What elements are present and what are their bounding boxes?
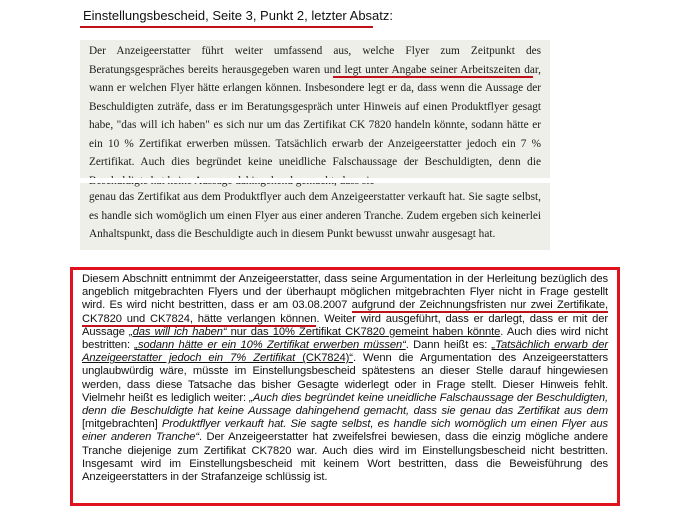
comment-span: . Dann heißt es:: [405, 339, 492, 352]
quote: Produktflyer verkauft hat. Sie sagte selbst, es handle sich womöglich um einen Flyer aus einer anderen Tranche“: [82, 418, 608, 444]
scan-paragraph-2: genau das Zertifikat aus dem Produktflyer auch dem Anzeigeerstatter verkauft hat. Sie sagte selbst, es handle sich womöglich um einen Flyer aus einer anderen Tranche. Zudem ergeben sich keinerlei Anhaltspunkt, dass die Beschuldigte auch in diesem Punkt bewusst unwahr ausgesagt hat.: [89, 191, 541, 240]
comment-span: . Weiter wird ausgeführt, dass er darlegt, dass er mit der Aussage: [82, 312, 608, 338]
scan-page-break: [80, 178, 550, 183]
quote-addition: (CK7824)“: [295, 352, 353, 365]
scan-marked-phrase: Angabe seiner Arbeitszeiten: [391, 63, 521, 76]
comment-span: . Der Anzeigeerstatter hat zweifelsfrei bewiesen, dass die einzig mögliche andere Tranche diejenige zum Zertifikat CK7820 war. Auch dies wird im Einstellungsbescheid nicht bestritten. Insgesamt wird im Einstellungsbescheid mit keinem Wort bestritten, dass die Beweisführung des Anzeigeerstatters in der Strafanzeige schlüssig ist.: [82, 431, 608, 484]
comment-span: . Wenn die Argumentation des Anzeigeerstatters unglaubwürdig wäre, müsste im Einstellungsbescheid spätestens an dieser Stelle darauf hingewiesen werden, dass diese Tatsache das bisher Gesagte widerlegt oder in Frage stellt. Dieser Hinweis fehlt. Vielmehr heißt es lediglich weiter:: [82, 352, 609, 404]
quote: „das will ich haben“: [129, 325, 227, 338]
comment-box: [70, 267, 620, 506]
scan-red-underline: [333, 76, 533, 78]
heading-underline: [80, 26, 373, 28]
underlined-phrase: nur das 10% Zertifikat CK7820 gemeint haben könnte: [226, 325, 501, 338]
quote: „Auch dies begründet keine uneidliche Falschaussage der Beschuldigten, denn die Beschuldigte hat keine Aussage dahingehend gemacht, dass sie genau das Zertifikat aus dem: [82, 391, 608, 418]
comment-span: Diesem Abschnitt entnimmt der Anzeigeerstatter, dass seine Argumentation in der Herleitung bezüglich des angeblich mitgebrachten Flyers und der überhaupt möglichen mitgebrachten Flyer nicht in Frage gestellt wird. Es wird nicht bestritten, dass er am 03.08.2007: [82, 273, 608, 312]
quote: „Tatsächlich erwarb der Anzeigeerstatter jedoch ein 7% Zertifikat: [82, 339, 608, 365]
red-underlined-phrase: aufgrund der Zeichnungsfristen nur zwei Zertifikate, CK7820 und CK7824, hätte verlangen können: [82, 299, 608, 325]
scan-paragraph-1: [89, 42, 541, 190]
scan-text: Der Anzeigeerstatter führt weiter umfassend aus, welche Flyer zum Zeitpunkt des Beratungsgespräches bereits herausgegeben waren und legt unter: [89, 45, 541, 76]
scan-text: dar, wann er welchen Flyer hätte erlangen können. Insbesondere legt er da, dass wenn die Aussage der Beschuldigten zuträfe, dass er im Beratungsgespräch unter Hinweis auf einen Produktflyer gesagt habe, "das will ich haben" es sich nur um das Zertifikat CK 7820 handeln könnte, sodann hätte er ein 10 % Zertifikat erwerben müssen. Tatsächlich erwarb der Anzeigeerstatter jedoch ein 7 % Zertifikat. Auch dies begründet keine uneidliche Falschaussage der Beschuldigten, denn die: [89, 63, 541, 168]
section-heading: Einstellungsbescheid, Seite 3, Punkt 2, letzter Absatz:: [83, 8, 394, 23]
quote: „sodann hätte er ein 10% Zertifikat erwerben müssen“: [134, 339, 406, 352]
quote-insertion: [mitgebrachten]: [82, 418, 158, 431]
scanned-excerpt: [80, 40, 550, 250]
comment-span: . Auch dies wird nicht bestritten:: [82, 325, 609, 352]
comment-text: [82, 273, 608, 484]
